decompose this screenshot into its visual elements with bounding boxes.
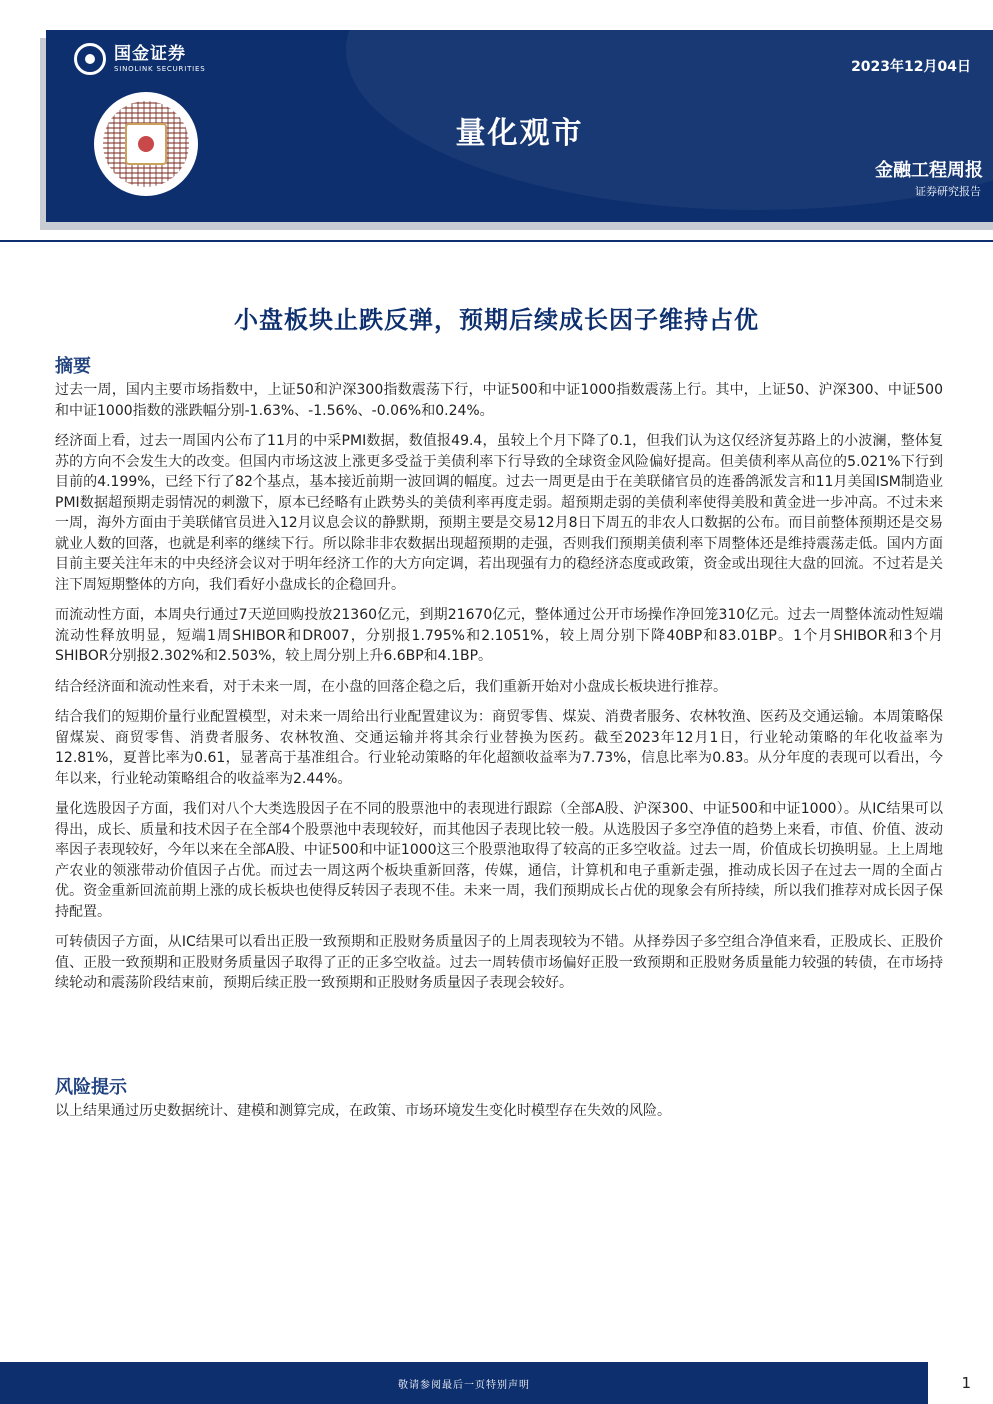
brand-logo — [74, 42, 205, 76]
header-divider — [0, 240, 993, 242]
summary-paragraph: 经济面上看，过去一周国内公布了11月的中采PMI数据，数值报49.4，虽较上个月下降了0.1，但我们认为这仅经济复苏路上的小波澜，整体复苏的方向不会发生大的改变。但国内市场这波上涨更多受益于美债利率下行导致的全球资金风险偏好提高。但美债利率从高位的5.021%下行到目前的4.199%，已经下行了82个基点，基本接近前期一波回调的幅度。过去一周更是由于在美联储官员的连番鸽派发言和11月美国ISM制造业PMI数据超预期走弱情况的刺激下，原本已经略有止跌势头的美债利率再度走弱。超预期走弱的美债利率使得美股和黄金进一步冲高。不过未来一周，海外方面由于美联储官员进入12月议息会议的静默期，预期主要是交易12月8日下周五的非农人口数据的公布。而目前整体预期还是交易就业人数的回落，也就是利率的继续下行。所以除非非农数据出现超预期的走强，否则我们预期美债利率下周整体还是维持震荡走低。国内方面目前主要关注年末的中央经济会议对于明年经济工作的大方向定调，若出现强有力的稳经济态度或政策，资金或出现往大盘的回流。不过若是关注下周短期整体的方向，我们看好小盘成长的企稳回升。 — [55, 433, 943, 593]
report-date: 2023年12月04日 — [851, 59, 971, 75]
series-title: 量化观市 — [455, 116, 584, 151]
summary-paragraph: 可转债因子方面，从IC结果可以看出正股一致预期和正股财务质量因子的上周表现较为不错。从择券因子多空组合净值来看，正股成长、正股价值、正股一致预期和正股财务质量因子取得了正的正多空收益。过去一周转债市场偏好正股一致预期和正股财务质量能力较强的转债，在市场持续轮动和震荡阶段结束前，预期后续正股一致预期和正股财务质量因子表现会较好。 — [55, 934, 943, 991]
summary-heading: 摘要 — [55, 356, 91, 377]
report-type: 金融工程周报 — [875, 160, 983, 181]
summary-paragraph: 结合经济面和流动性来看，对于未来一周，在小盘的回落企稳之后，我们重新开始对小盘成长板块进行推荐。 — [55, 678, 727, 695]
page-number: 1 — [961, 1374, 971, 1392]
risk-text: 以上结果通过历史数据统计、建模和测算完成，在政策、市场环境发生变化时模型存在失效的风险。 — [55, 1103, 671, 1119]
footer-bar — [0, 1362, 928, 1404]
report-title: 小盘板块止跌反弹，预期后续成长因子维持占优 — [234, 306, 759, 334]
summary-paragraph: 过去一周，国内主要市场指数中，上证50和沪深300指数震荡下行，中证500和中证1000指数震荡上行。其中，上证50、沪深300、中证500和中证1000指数的涨跌幅分别-1.63%、-1.56%、-0.06%和0.24%。 — [55, 382, 943, 419]
logo-en-text: SINOLINK SECURITIES — [114, 64, 206, 73]
summary-body — [55, 380, 943, 1004]
footer-disclaimer: 敬请参阅最后一页特别声明 — [398, 1379, 530, 1391]
report-header — [46, 30, 993, 222]
summary-paragraph: 量化选股因子方面，我们对八个大类选股因子在不同的股票池中的表现进行跟踪（全部A股、沪深300、中证500和中证1000）。从IC结果可以得出，成长、质量和技术因子在全部4个股票池中表现较好，而其他因子表现比较一般。从选股因子多空净值的趋势上来看，市值、价值、波动率因子表现较好，今年以来在全部A股、中证500和中证1000这三个股票池取得了较高的正多空收益。过去一周，价值成长切换明显。上上周地产农业的领涨带动价值因子占优。而过去一周这两个板块重新回落，传媒，通信，计算机和电子重新走强，推动成长因子在过去一周的全面占优。资金重新回流前期上涨的成长板块也使得反转因子表现不佳。未来一周，我们预期成长占优的现象会有所持续，所以我们推荐对成长因子保持配置。 — [55, 801, 943, 920]
summary-paragraph: 结合我们的短期价量行业配置模型，对未来一周给出行业配置建议为：商贸零售、煤炭、消费者服务、农林牧渔、医药及交通运输。本周策略保留煤炭、商贸零售、消费者服务、农林牧渔、交通运输并将其余行业替换为医药。截至2023年12月1日，行业轮动策略的年化收益率为12.81%，夏普比率为0.61，显著高于基准组合。行业轮动策略的年化超额收益率为7.73%，信息比率为0.83。从分年度的表现可以看出，今年以来，行业轮动策略组合的收益率为2.44%。 — [55, 709, 943, 787]
summary-paragraph: 而流动性方面，本周央行通过7天逆回购投放21360亿元，到期21670亿元，整体通过公开市场操作净回笼310亿元。过去一周整体流动性短端流动性释放明显，短端1周SHIBOR和DR007，分别报1.795%和2.1051%，较上周分别下降40BP和83.01BP。1个月SHIBOR和3个月SHIBOR分别报2.302%和2.503%，较上周分别上升6.6BP和4.1BP。 — [55, 607, 943, 664]
logo-mark-icon — [74, 43, 106, 75]
report-subtype: 证券研究报告 — [915, 185, 981, 198]
logo-cn-text: 国金证券 — [114, 43, 186, 64]
risk-heading: 风险提示 — [55, 1077, 127, 1098]
